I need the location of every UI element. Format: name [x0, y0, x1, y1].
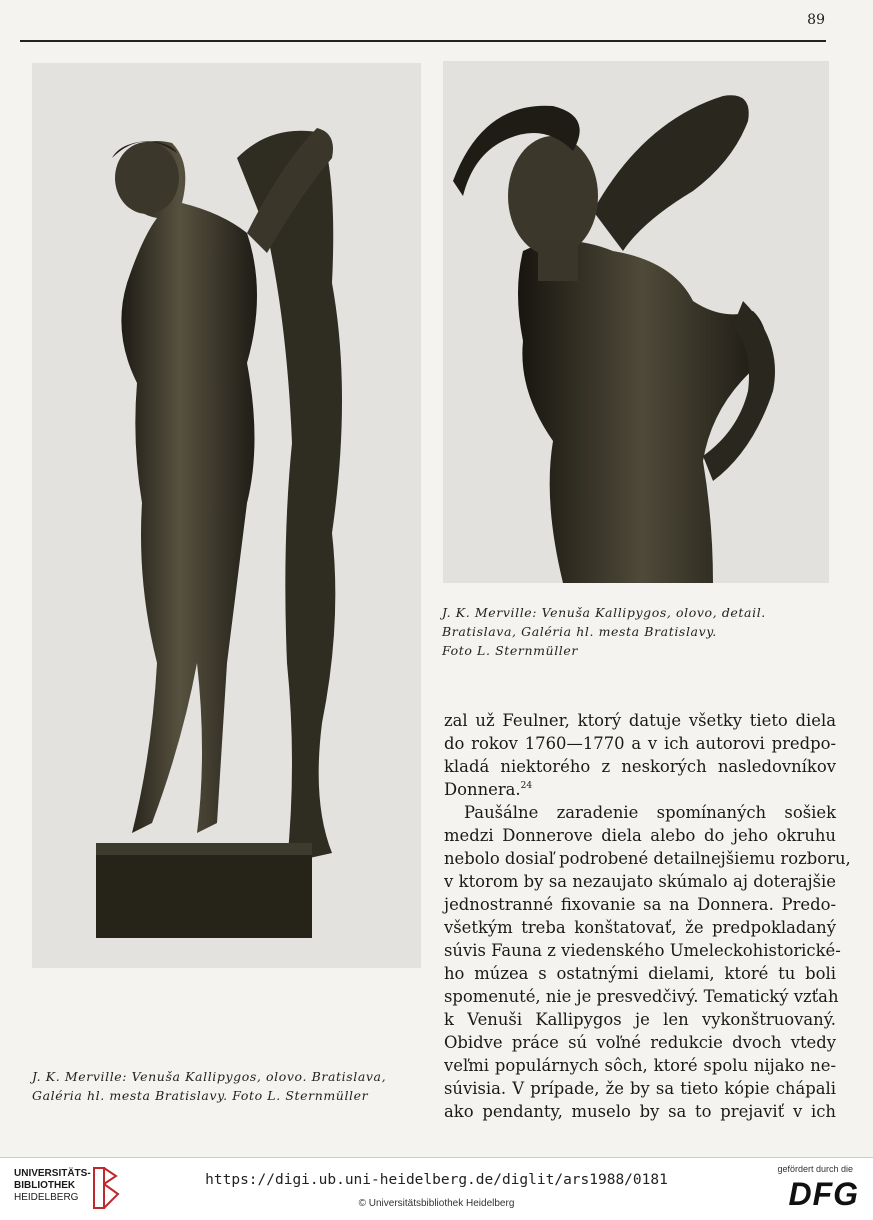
text-line: súvisia. V prípade, že by sa tieto kópie chápali: [444, 1079, 836, 1098]
text-line: zal už Feulner, ktorý datuje všetky tieto diela: [444, 711, 836, 730]
caption-right-line: Bratislava, Galéria hl. mesta Bratislavy.: [442, 624, 717, 639]
text-line: ako pendanty, muselo by sa to prejaviť v ich: [444, 1102, 836, 1121]
statue-detail-image: [443, 61, 829, 583]
photo-venus-full: [32, 63, 421, 968]
library-name-line: BIBLIOTHEK: [14, 1180, 76, 1191]
text-line: ho múzea s ostatnými dielami, ktoré tu boli: [444, 964, 836, 983]
copyright-notice: © Universitätsbibliothek Heidelberg: [358, 1198, 515, 1209]
text-line: [444, 778, 836, 801]
text-line: spomenuté, nie je presvedčivý. Tematický vzťah: [444, 987, 839, 1006]
text-line: k Venuši Kallipygos je len vykonštruovaný.: [444, 1010, 836, 1029]
footnote-ref[interactable]: 24: [520, 781, 533, 791]
text-line: jednostranné fixovanie sa na Donnera. Predo-: [444, 895, 836, 914]
dfg-logo[interactable]: DFG: [788, 1176, 859, 1212]
text-line: nebolo dosiaľ podrobené detailnejšiemu rozboru,: [444, 849, 851, 868]
caption-left-line: Galéria hl. mesta Bratislavy. Foto L. Sternmüller: [32, 1088, 369, 1103]
statue-full-image: [32, 63, 421, 968]
photo-venus-detail: [443, 61, 829, 583]
caption-right-line: J. K. Merville: Venuša Kallipygos, olovo, detail.: [442, 605, 766, 620]
body-text: [444, 709, 851, 1123]
page-number: 89: [807, 12, 825, 28]
text-line: Obidve práce sú voľné redukcie dvoch vtedy: [444, 1033, 836, 1052]
text-line: súvis Fauna z viedenského Umeleckohistorické-: [444, 941, 841, 960]
text-line: veľmi populárnych sôch, ktoré spolu nijako ne-: [444, 1056, 836, 1075]
text-line: kladá niektorého z neskorých nasledovníkov: [444, 757, 836, 776]
text-line: všetkým treba konštatovať, že predpokladaný: [444, 918, 836, 937]
caption-left-line: J. K. Merville: Venuša Kallipygos, olovo. Bratislava,: [32, 1069, 387, 1084]
library-name-line: UNIVERSITÄTS-: [14, 1168, 91, 1179]
text-line: Paušálne zaradenie spomínaných sošiek: [464, 803, 836, 822]
text-line-end: Donnera.: [444, 780, 521, 799]
library-name-line: HEIDELBERG: [14, 1192, 79, 1203]
document-url-link[interactable]: https://digi.ub.uni-heidelberg.de/diglit/ars1988/0181: [205, 1172, 668, 1188]
caption-left: [32, 1067, 386, 1105]
text-line: do rokov 1760—1770 a v ich autorovi predpo-: [444, 734, 836, 753]
header-rule: [20, 40, 826, 42]
footer-bar: [0, 1157, 873, 1220]
caption-right-line: Foto L. Sternmüller: [442, 643, 578, 658]
text-line: v ktorom by sa nezaujato skúmalo aj doterajšie: [444, 872, 836, 891]
caption-right: [442, 603, 766, 660]
funder-note: gefördert durch die: [777, 1164, 853, 1174]
text-line: medzi Donnerove diela alebo do jeho okruhu: [444, 826, 836, 845]
